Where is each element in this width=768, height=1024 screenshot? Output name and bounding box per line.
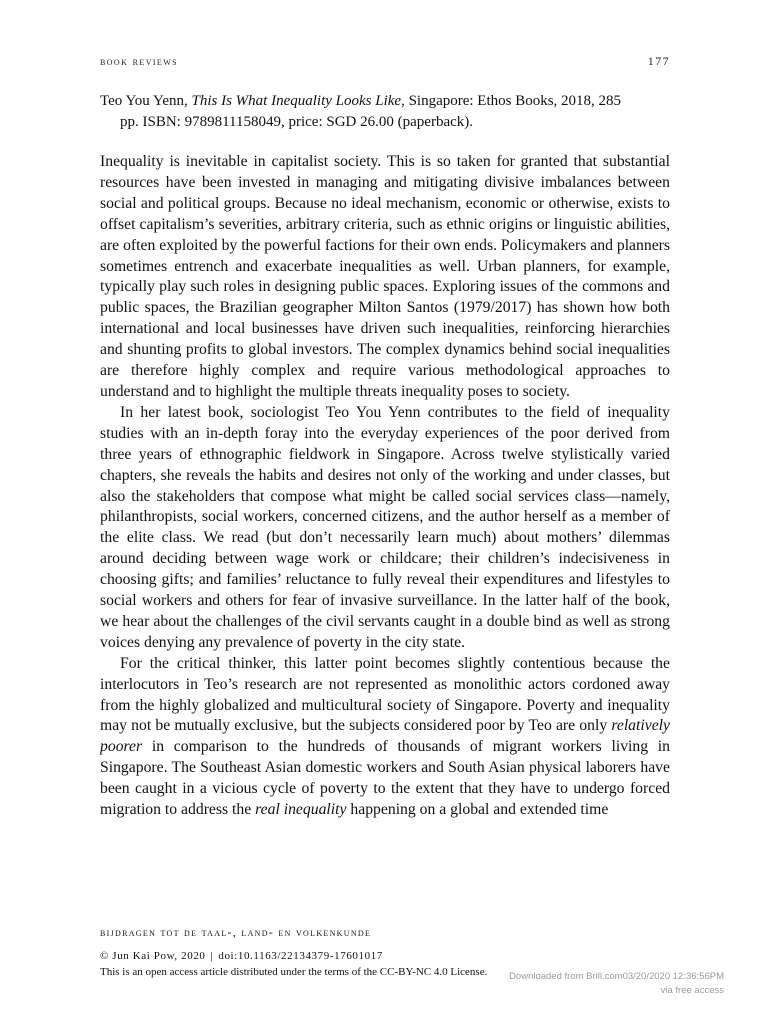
download-stamp-line1: Downloaded from Brill.com03/20/2020 12:36:56PM [509, 971, 724, 982]
citation-author: Teo You Yenn, [100, 93, 188, 109]
emphasis-real-inequality: real inequality [255, 801, 347, 819]
paragraph-2: In her latest book, sociologist Teo You Yenn contributes to the field of inequality studies with an in-depth foray into the everyday experiences of the poor derived from three years of ethnographic fieldwork in Singapore. Across twelve stylistically varied chapters, she reveals the habits and desires not only of the working and under classes, but also the stakeholders that compose what might be called social services class—namely, philanthropists, social workers, concerned citizens, and the author herself as a member of the elite class. We read (but don’t necessarily learn much) about mothers’ dilemmas around deciding between wage work or childcare; their children’s indecisiveness in choosing gifts; and families’ reluctance to fully reveal their expenditures and lifestyles to social workers and others for fear of invasive surveillance. In the latter half of the book, we hear about the challenges of the civil servants caught in a double bind as well as strong voices denying any prevalence of poverty in the city state. [100, 403, 670, 651]
review-body [100, 152, 670, 821]
footer-separator: | [210, 950, 214, 962]
copyright: © Jun Kai Pow, 2020 [100, 950, 206, 962]
paragraph-3: For the critical thinker, this latter point becomes slightly contentious because the interlocutors in Teo’s research are not represented as monolithic actors cordoned away from the highly globalized and multicultural society of Singapore. Poverty and inequality may not be mutually exclusive, but the subjects considered poor by Teo are only relatively poorer in comparison to the hundreds of thousands of migrant workers living in Singapore. The Southeast Asian domestic workers and South Asian physical laborers have been caught in a vicious cycle of poverty to the extent that they have to undergo forced migration to address the real inequality happening on a global and extended time [100, 654, 670, 819]
emphasis-relatively-poorer: relatively poorer [100, 717, 670, 756]
page-number: 177 [647, 54, 670, 68]
license-notice: This is an open access article distributed under the terms of the CC-BY-NC 4.0 License. [100, 966, 488, 978]
citation-title: This Is What Inequality Looks Like [191, 93, 402, 109]
paragraph-1: Inequality is inevitable in capitalist society. This is so taken for granted that substantial resources have been invested in managing and mitigating divisive imbalances between social and political groups. Because no ideal mechanism, economic or otherwise, exists to offset capitalism’s severities, arbitrary criteria, such as ethnic origins or linguistic abilities, are often exploited by the powerful factions for their own ends. Policymakers and planners sometimes entrench and exacerbate inequalities as well. Urban planners, for example, typically play such roles in designing public spaces. Exploring issues of the commons and public spaces, the Brazilian geographer Milton Santos (1979/2017) has shown how both international and local businesses have driven such inequalities, reinforcing hierarchies and shunting profits to global investors. The complex dynamics behind social inequalities are therefore highly complex and require various methodological approaches to understand and to highlight the multiple threats inequality poses to society. [100, 153, 670, 400]
book-citation [100, 91, 670, 133]
citation-publisher: , Singapore: Ethos Books, 2018, 285 [401, 93, 622, 109]
download-stamp-line2: via free access [660, 985, 724, 996]
download-stamp [509, 970, 724, 998]
doi-link[interactable]: doi:10.1163/22134379-17601017 [218, 950, 383, 962]
journal-name: bijdragen tot de taal-, land- en volkenkunde [100, 925, 372, 939]
copyright-line [100, 948, 740, 964]
citation-details: pp. ISBN: 9789811158049, price: SGD 26.00 (paperback). [120, 114, 473, 130]
running-head [100, 54, 670, 69]
section-title: book reviews [100, 54, 179, 68]
